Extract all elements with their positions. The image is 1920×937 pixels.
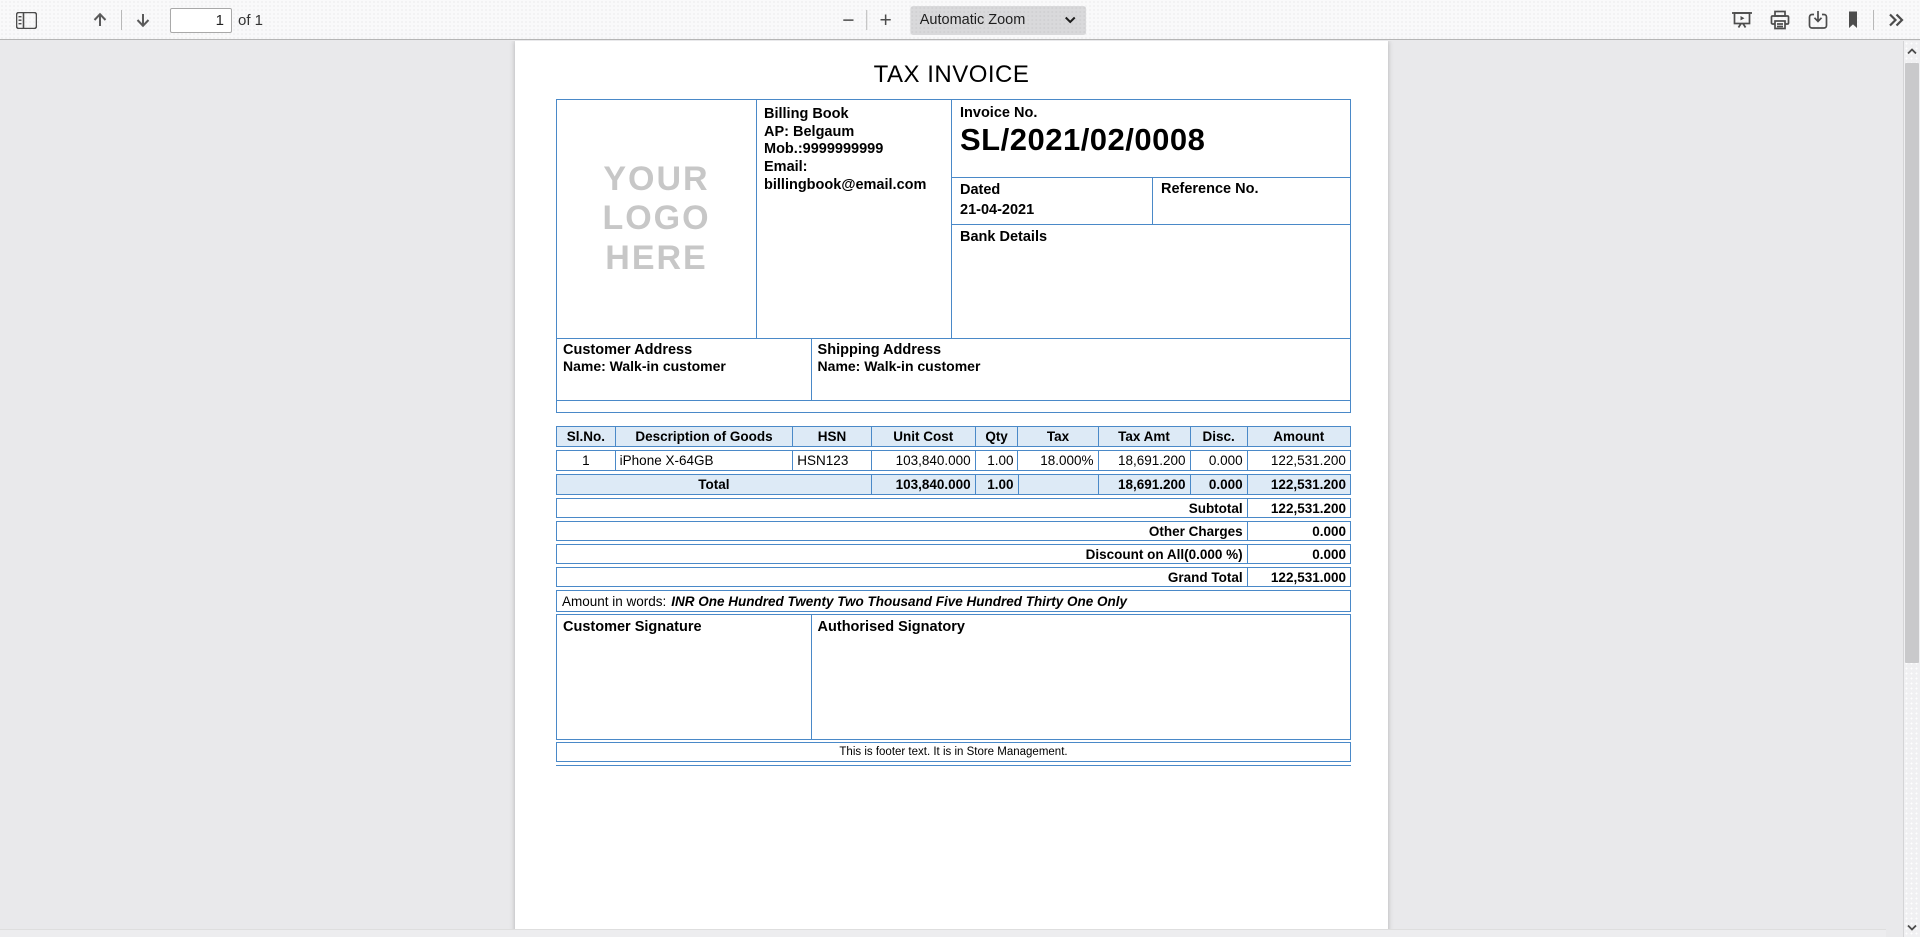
summary-value: 122,531.000 — [1270, 569, 1346, 585]
items-total-row — [556, 474, 1351, 495]
col-header: Description of Goods — [616, 427, 794, 446]
col-header: Qty — [976, 427, 1019, 446]
total-label: Total — [557, 475, 872, 494]
amount-in-words-label: Amount in words: — [562, 593, 667, 609]
col-header: HSN — [793, 427, 872, 446]
zoom-in-button[interactable] — [874, 6, 898, 35]
company-address: AP: Belgaum — [764, 123, 855, 140]
summary-value: 0.000 — [1312, 523, 1346, 539]
shipping-name: Name: Walk-in customer — [817, 358, 981, 374]
toolbar-separator — [867, 10, 868, 30]
toolbar-separator — [1873, 10, 1874, 30]
total-unit-cost: 103,840.000 — [872, 475, 976, 494]
toolbar-zoom-group — [834, 0, 1086, 40]
address-row — [556, 339, 1351, 401]
customer-address-cell — [557, 339, 812, 400]
customer-address-label: Customer Address — [563, 342, 693, 358]
authorised-signatory-cell — [812, 615, 1350, 739]
arrow-down-icon — [134, 11, 152, 29]
presentation-mode-icon — [1731, 10, 1753, 30]
item-hsn: HSN123 — [793, 451, 872, 470]
col-header: Unit Cost — [872, 427, 976, 446]
double-chevron-right-icon — [1886, 11, 1906, 29]
dated-cell — [952, 178, 1153, 224]
toolbar-left-group — [8, 0, 267, 40]
summary-row-other-charges — [556, 521, 1351, 541]
print-button[interactable] — [1763, 6, 1797, 34]
col-header: Tax Amt — [1099, 427, 1191, 446]
item-amount: 122,531.200 — [1270, 453, 1346, 468]
item-qty: 1.00 — [976, 451, 1019, 470]
item-unit-cost: 103,840.000 — [872, 451, 976, 470]
toolbar-right-group — [1723, 0, 1914, 40]
plus-icon: + — [879, 8, 892, 32]
zoom-select[interactable] — [910, 6, 1086, 35]
reference-number-label: Reference No. — [1160, 181, 1259, 197]
summary-label: Discount on All(0.000 %) — [557, 545, 1248, 563]
zoom-select-value: Automatic Zoom — [919, 12, 1026, 28]
download-icon — [1807, 10, 1829, 30]
sidebar-toggle-icon — [16, 12, 37, 29]
dated-value: 21-04-2021 — [960, 201, 1035, 218]
chevron-down-icon — [1064, 16, 1076, 24]
invoice-number-value: SL/2021/02/0008 — [960, 122, 1206, 157]
summary-row-grand-total — [556, 567, 1351, 587]
total-qty: 1.00 — [976, 475, 1019, 494]
presentation-mode-button[interactable] — [1725, 6, 1759, 34]
amount-in-words-row — [556, 590, 1351, 612]
item-tax-amt: 18,691.200 — [1099, 451, 1191, 470]
scroll-down-arrow-icon[interactable] — [1904, 919, 1920, 935]
pdf-toolbar — [0, 0, 1920, 40]
total-tax — [1019, 475, 1099, 494]
table-bottom-line — [556, 765, 1351, 766]
authorised-signatory-label: Authorised Signatory — [817, 619, 965, 635]
scrollbar-thumb[interactable] — [1905, 63, 1919, 663]
company-name: Billing Book — [764, 106, 849, 122]
company-info — [757, 100, 952, 338]
summary-row-discount — [556, 544, 1351, 564]
scroll-up-arrow-icon[interactable] — [1904, 43, 1920, 59]
bank-details-label: Bank Details — [960, 229, 1048, 245]
items-header-row — [556, 426, 1351, 447]
invoice-document — [515, 41, 1388, 766]
current-view-bookmark-button[interactable] — [1839, 6, 1867, 34]
customer-name: Name: Walk-in customer — [563, 358, 726, 374]
item-tax: 18.000% — [1018, 451, 1098, 470]
summary-label: Subtotal — [557, 499, 1248, 517]
invoice-number-cell — [952, 100, 1350, 178]
invoice-footer-text: This is footer text. It is in Store Management. — [839, 746, 1068, 758]
customer-signature-cell — [557, 615, 812, 739]
col-header: Sl.No. — [557, 427, 616, 446]
pdf-page — [515, 41, 1388, 937]
toggle-sidebar-button[interactable] — [10, 8, 43, 33]
item-row — [556, 450, 1351, 471]
save-button[interactable] — [1801, 6, 1835, 34]
arrow-up-icon — [91, 11, 109, 29]
company-email-label: Email: — [764, 159, 808, 176]
signature-row — [556, 614, 1351, 740]
items-table — [556, 426, 1351, 495]
total-tax-amt: 18,691.200 — [1099, 475, 1191, 494]
zoom-out-button[interactable] — [836, 6, 860, 35]
customer-signature-label: Customer Signature — [563, 619, 702, 635]
company-mobile: Mob.:9999999999 — [764, 141, 884, 158]
total-disc: 0.000 — [1191, 475, 1248, 494]
summary-label: Grand Total — [557, 568, 1248, 586]
logo-placeholder — [557, 100, 757, 338]
amount-in-words-value: INR One Hundred Twenty Two Thousand Five Hundred Thirty One Only — [671, 593, 1128, 609]
print-icon — [1769, 10, 1791, 30]
previous-page-button[interactable] — [85, 7, 115, 33]
summary-label: Other Charges — [557, 522, 1248, 540]
spacer-row — [556, 401, 1351, 413]
logo-line: LOGO — [602, 199, 711, 238]
summary-row-subtotal — [556, 498, 1351, 518]
viewer-canvas — [0, 41, 1903, 937]
invoice-number-label: Invoice No. — [960, 105, 1038, 121]
invoice-title: TAX INVOICE — [873, 61, 1030, 88]
logo-line: YOUR — [603, 160, 710, 199]
summary-value: 0.000 — [1312, 546, 1346, 562]
col-header: Disc. — [1191, 427, 1248, 446]
dated-label: Dated — [960, 182, 1001, 198]
minus-icon: − — [842, 8, 855, 32]
item-description: iPhone X-64GB — [616, 451, 794, 470]
more-tools-button[interactable] — [1880, 7, 1912, 33]
shipping-address-cell — [812, 339, 1350, 400]
horizontal-scrollbar[interactable] — [0, 929, 1886, 937]
shipping-address-label: Shipping Address — [817, 342, 942, 358]
item-disc: 0.000 — [1191, 451, 1248, 470]
logo-line: HERE — [605, 238, 708, 277]
summary-value: 122,531.200 — [1270, 500, 1346, 516]
next-page-button[interactable] — [128, 7, 158, 33]
invoice-footer-row — [556, 742, 1351, 762]
col-header: Amount — [1273, 429, 1325, 444]
col-header: Tax — [1018, 427, 1098, 446]
page-count-label: of 1 — [238, 11, 264, 29]
page-number-input[interactable] — [170, 8, 232, 33]
bookmark-icon — [1845, 10, 1861, 30]
item-slno: 1 — [557, 451, 616, 470]
reference-number-cell — [1153, 178, 1350, 224]
invoice-header-block — [556, 99, 1351, 339]
bank-details-cell — [952, 225, 1350, 338]
toolbar-separator — [121, 10, 122, 30]
total-amount: 122,531.200 — [1270, 477, 1346, 492]
company-email: billingbook@email.com — [764, 176, 927, 193]
vertical-scrollbar[interactable] — [1903, 41, 1920, 937]
